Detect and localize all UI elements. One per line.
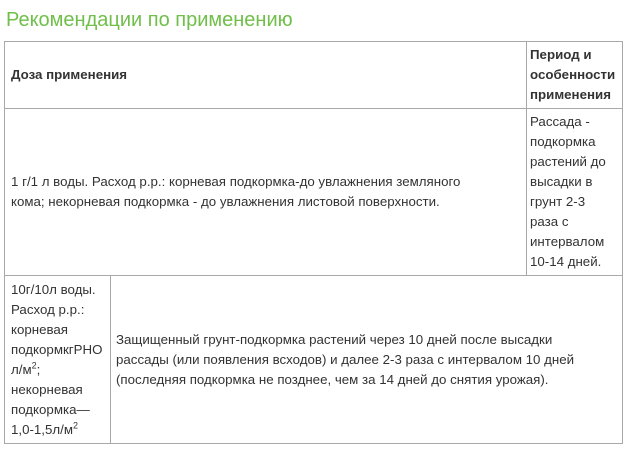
row1-period-cell [526,108,623,276]
row1-period-line: раза с [530,214,569,229]
row1-period-line: Рассада - [530,114,590,129]
row2-period-line: рассады (или появления всходов) и далее 2-3 раза с интервалом 10 дней [116,351,575,367]
header-period-line: особенности [530,67,616,82]
unit-text: л/м [11,362,32,377]
row2-dose-line [11,360,110,380]
row2-dose-line: подкормкгРНО [11,342,103,357]
header-dose-label: Доза применения [11,67,128,82]
row2-period-line: Защищенный грунт-подкормка растений через 10 дней после высадки [116,331,553,347]
header-period-line: применения [530,87,611,102]
unit-text: 1,0-1,5л/м [11,422,73,437]
row2-period-cell [110,275,623,444]
superscript: 2 [73,420,79,431]
row2-dose-line [11,420,110,440]
row1-period-line: интервалом [530,234,605,249]
section-title: Рекомендации по применению [6,9,293,31]
header-period-cell [526,41,623,109]
row1-period-line: высадки в [530,174,593,189]
row1-period-line: растений до [530,154,606,169]
row2-period-line: (последняя подкормка не позднее, чем за 14 дней до снятия урожая). [116,371,549,387]
punctuation: ; [36,362,41,377]
row1-period-line: грунт 2-3 [530,194,586,209]
row1-period-line: 10-14 дней. [530,254,602,269]
superscript: 2 [31,360,37,371]
row1-dose-cell [4,108,527,276]
row2-dose-line: корневая [11,322,69,337]
header-dose-cell [4,41,527,109]
row1-dose-line: кома; некорневая подкормка - до увлажнения листовой поверхности. [11,194,440,209]
row1-period-line: подкормка [530,134,596,149]
row2-dose-line: подкормка— [11,402,90,417]
row1-dose-line: 1 г/1 л воды. Расход р.р.: корневая подкормка-до увлажнения земляного [11,174,461,189]
row2-dose-line: Расход р.р.: [11,302,85,317]
row2-dose-line: некорневая [11,382,83,397]
row2-dose-line: 10г/10л воды. [11,282,96,297]
row2-dose-cell [4,275,111,444]
header-period-line: Период и [530,47,592,62]
